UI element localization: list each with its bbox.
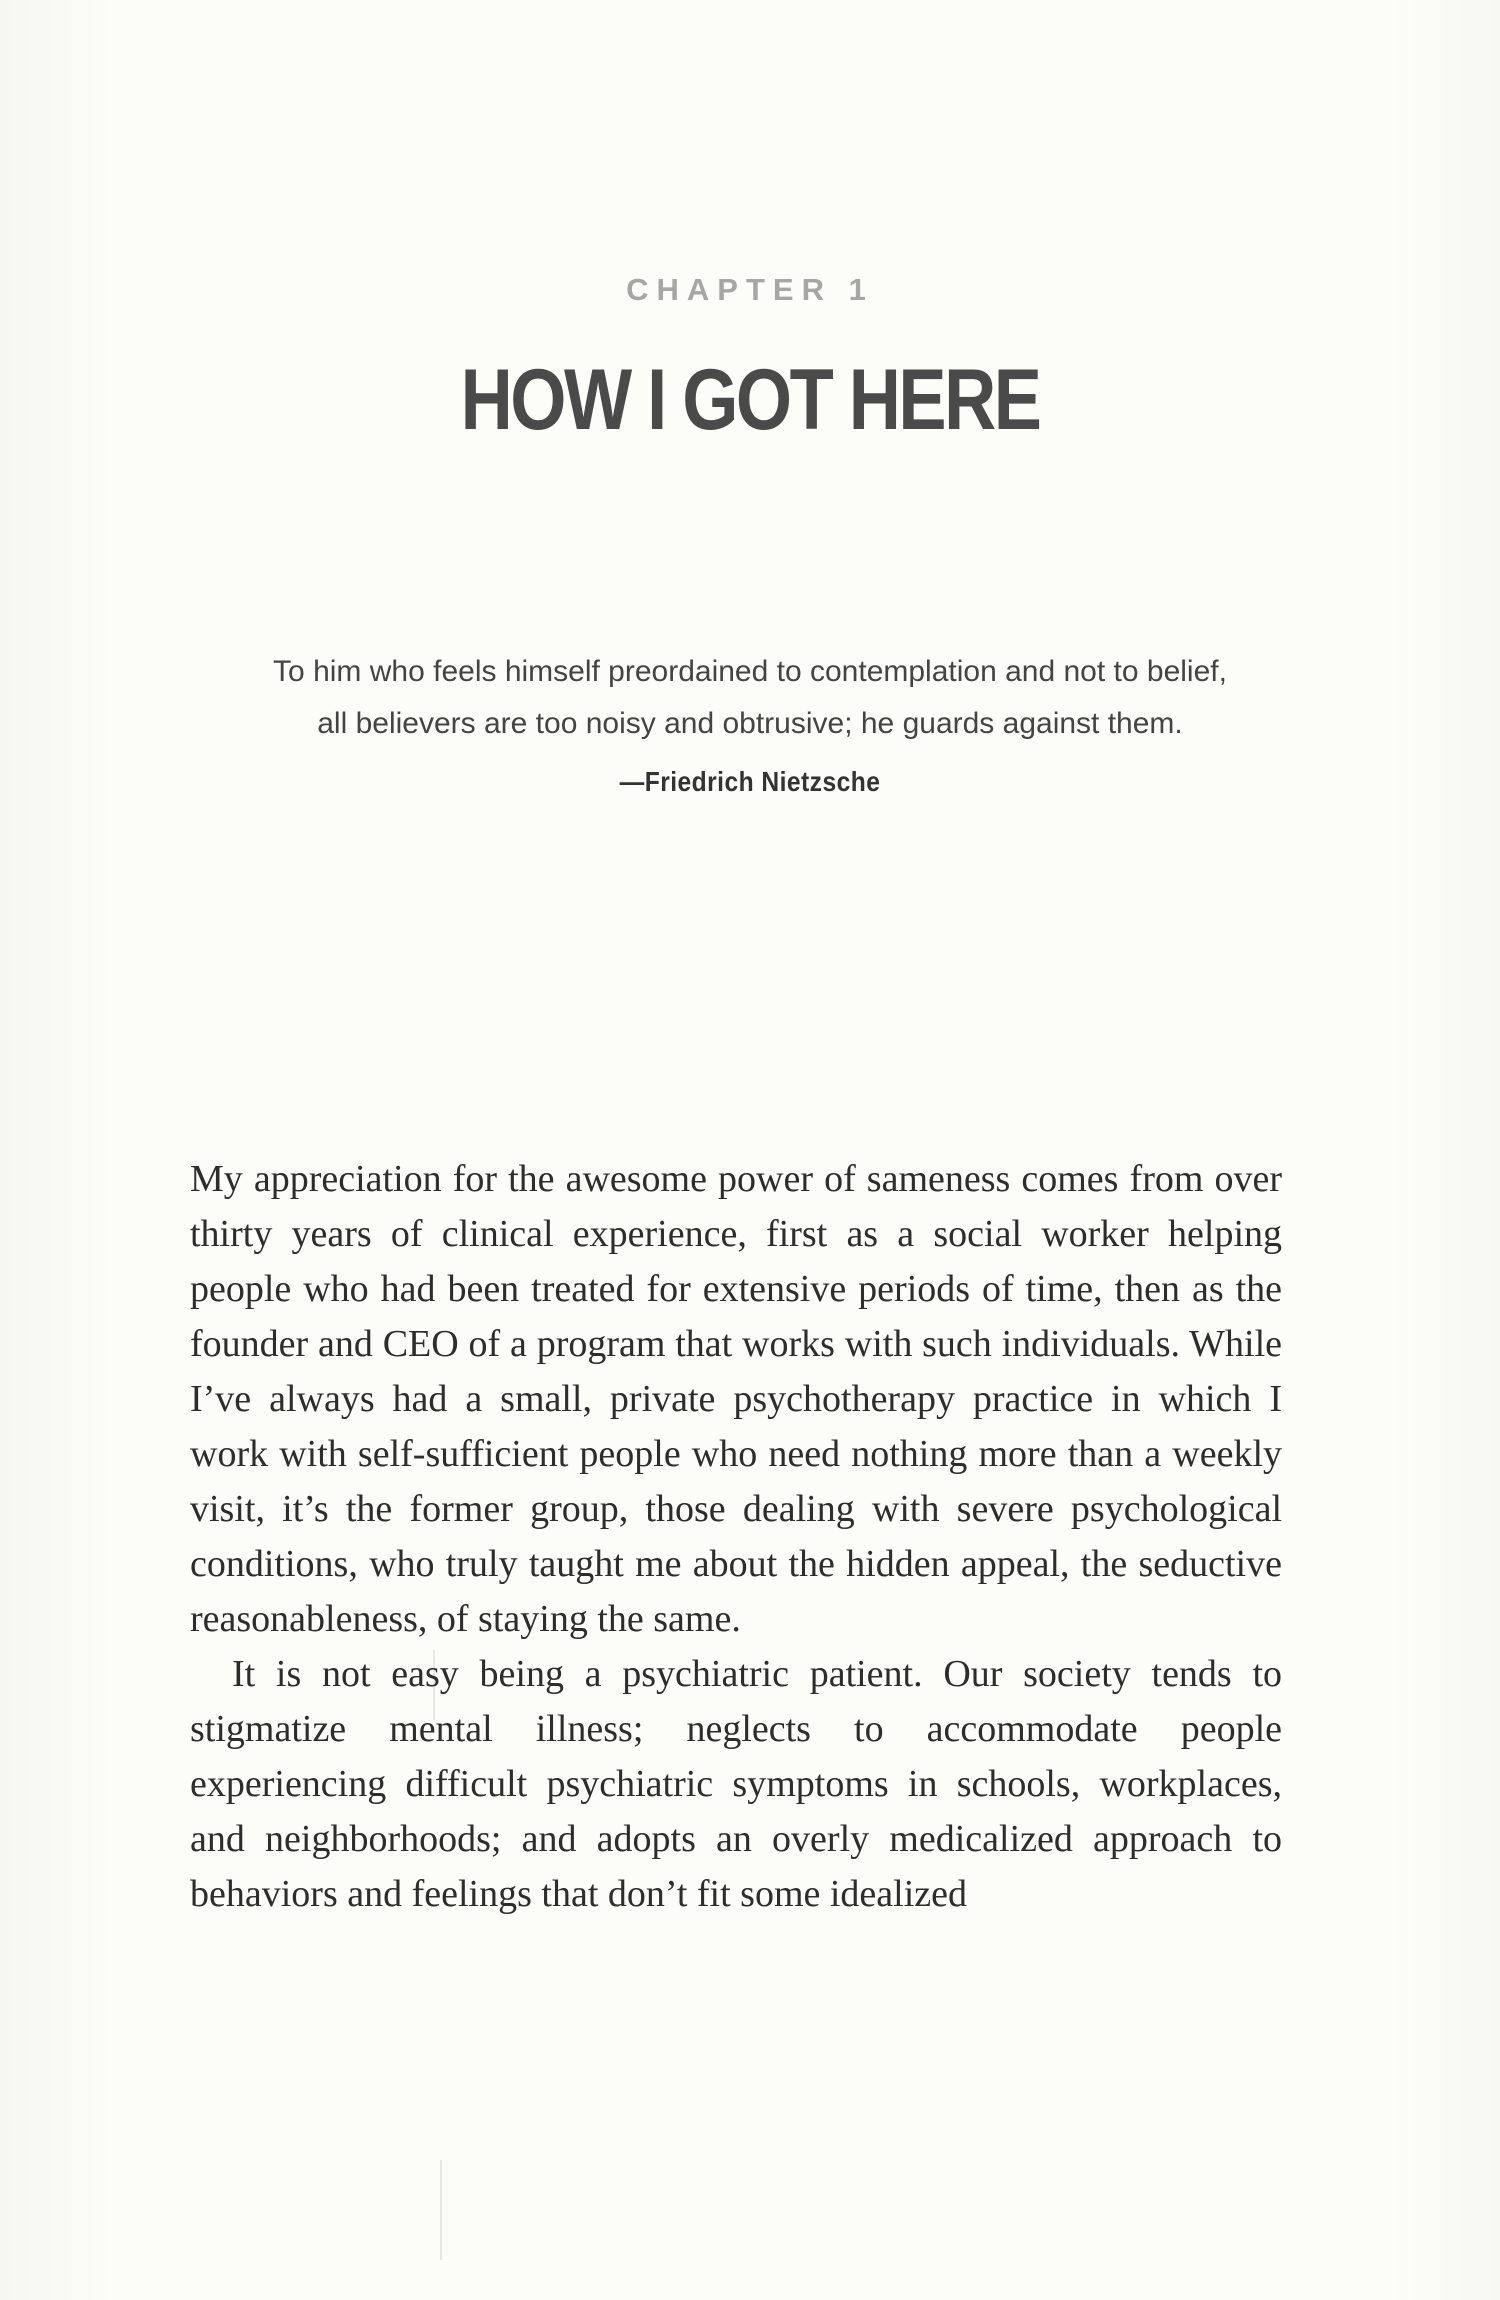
chapter-title: HOW I GOT HERE [460, 352, 1040, 448]
paragraph-1: My appreciation for the awesome power of sameness comes from over thirty years of clinical experience, first as a social worker helping people who had been treated for extensive periods of time, then as the founder and CEO of a program that works with such individuals. While I’ve always had a small, private psychotherapy practice in which I work with self-sufficient people who need nothing more than a weekly visit, it’s the former group, those dealing with severe psychological conditions, who truly taught me about the hidden appeal, the seductive reasonableness, of staying the same. [190, 1158, 1282, 1640]
body-text [190, 1152, 1282, 1922]
chapter-label: CHAPTER 1 [626, 272, 874, 307]
epigraph-quote: To him who feels himself preordained to contemplation and not to belief, all believers are too noisy and obtrusive; he guards against them. [273, 655, 1227, 740]
scan-mark [440, 2160, 442, 2260]
epigraph-author: —Friedrich Nietzsche [619, 766, 881, 797]
paragraph-2: It is not easy being a psychiatric patient. Our society tends to stigmatize mental illness; neglects to accommodate people experiencing difficult psychiatric symptoms in schools, workplaces, and neighborhoods; and adopts an overly medicalized approach to behaviors and feelings that don’t fit some idealized [190, 1653, 1282, 1915]
